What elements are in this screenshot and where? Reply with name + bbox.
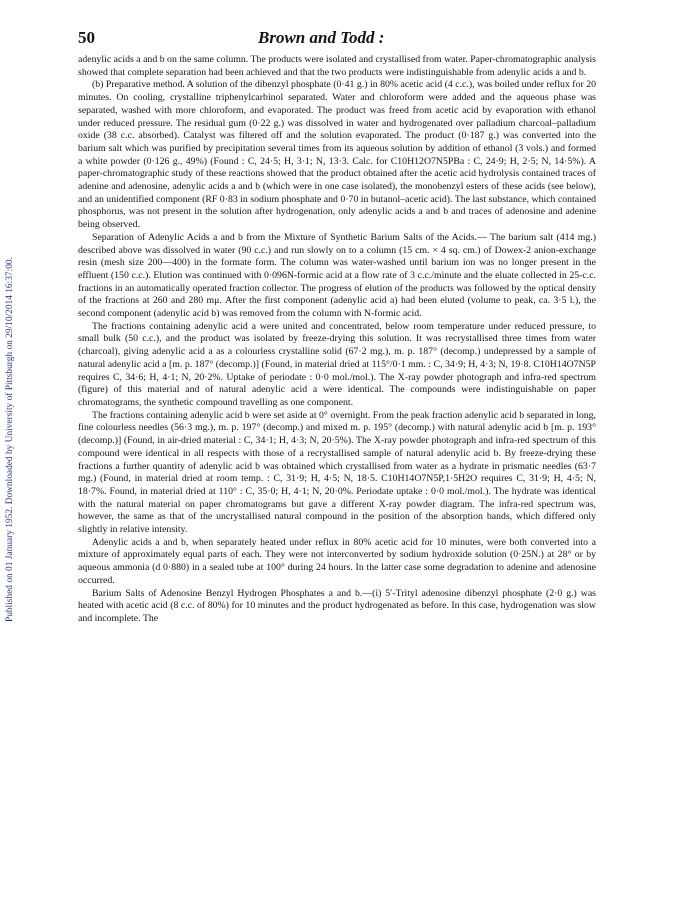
paragraph-3: Separation of Adenylic Acids a and b from the Mixture of Synthetic Barium Salts of the Acids.— The barium salt (414 mg.) described above was dissolved in water (90 c.c.) and run slowly on to a column (15 cm. × 4 sq. cm.) of Dowex-2 anion-exchange resin (mesh size 200—400) in the formate form. The column was water-washed until barium ion was no longer present in the effluent (150 c.c.). Elution was continued with 0·096N-formic acid at a flow rate of 3 c.c./minute and the eluate collected in 25-c.c. fractions in an automatically operated fraction collector. The progress of elution of the products was followed by the optical density of the fractions at 260 and 280 mμ. After the first component (adenylic acid a) had been eluted (volume to peak, ca. 3·5 l.), the second component (adenylic acid b) was removed from the column with N-formic acid.: [78, 231, 596, 320]
paragraph-1: adenylic acids a and b on the same column. The products were isolated and crystallised from water. Paper-chromatographic analysis showed that complete separation had been achieved and that the two products were indistinguishable from adenylic acids a and b.: [78, 54, 596, 78]
article-body: [78, 54, 596, 904]
paragraph-7: Barium Salts of Adenosine Benzyl Hydrogen Phosphates a and b.—(i) 5′-Trityl adenosine dibenzyl phosphate (2·0 g.) was heated with acetic acid (8 c.c. of 80%) for 10 minutes and the product hydrogenated as before. In this case, hydrogenation was slow and incomplete. The: [78, 587, 596, 624]
paragraph-6: Adenylic acids a and b, when separately heated under reflux in 80% acetic acid for 10 minutes, were both converted into a mixture of approximately equal parts of each. They were not interconverted by sodium hydroxide solution (0·25N.) at 28° or by aqueous ammonia (d 0·880) in a sealed tube at 100° during 24 hours. In the latter case some degradation to adenine and adenosine occurred.: [78, 536, 596, 586]
paragraph-4: The fractions containing adenylic acid a were united and concentrated, below room temperature under reduced pressure, to small bulk (50 c.c.), and the product was isolated by freeze-drying this solution. It was recrystallised three times from water (charcoal), giving adenylic acid a as a colourless crystalline solid (67·2 mg.), m. p. 187° (decomp.) undepressed by a sample of natural adenylic acid a [m. p. 187° (decomp.)] (Found, in material dried at 115°/0·1 mm. : C, 34·9; H, 4·3; N, 19·8. C10H14O7N5P requires C, 34·6; H, 4·1; N, 20·2%. Uptake of periodate : 0·0 mol./mol.). The X-ray powder photograph and infra-red spectrum (figure) of this material and of natural adenylic acid a were identical. The compounds were indistinguishable on paper chromatograms, the synthetic compound travelling as one component.: [78, 320, 596, 408]
paragraph-2: (b) Preparative method. A solution of the dibenzyl phosphate (0·41 g.) in 80% acetic acid (4 c.c.), was boiled under reflux for 20 minutes. On cooling, crystalline triphenylcarbinol separated. Water and chloroform were added and the aqueous phase was separated, washed with more chloroform, and evaporated. The product was freed from acetic acid by evaporation with ethanol under reduced pressure. The residual gum (0·22 g.) was dissolved in water and hydrogenated over palladium charcoal–palladium oxide (38 c.c. absorbed). Catalyst was filtered off and the solution evaporated. The product (0·187 g.) was converted into the barium salt which was purified by precipitation several times from its aqueous solution by addition of ethanol (3 vols.) and formed a white powder (0·126 g., 49%) (Found : C, 24·5; H, 3·1; N, 13·3. Calc. for C10H12O7N5PBa : C, 24·9; H, 2·5; N, 14·5%). A paper-chromatographic study of these reactions showed that the product obtained after the acetic acid hydrolysis contained traces of adenine and adenosine, adenylic acids a and b (which were in one case isolated), the monobenzyl esters of these acids (see below), and an unidentified component (RF 0·83 in sodium phosphate and 0·70 in butanol–acetic acid). The last substance, which contained phosphorus, was not present in the solution after hydrogenation, only adenylic acids a and b and traces of adenosine and adenine being observed.: [78, 79, 596, 231]
page-number: 50: [78, 28, 95, 47]
page-header: [78, 28, 588, 50]
paragraph-5: The fractions containing adenylic acid b were set aside at 0° overnight. From the peak fraction adenylic acid b separated in long, fine colourless needles (56·3 mg.), m. p. 197° (decomp.) and mixed m. p. 195° (decomp.) with natural adenylic acid b [m. p. 193° (decomp.)] (Found, in air-dried material : C, 34·1; H, 4·3; N, 20·5%). The X-ray powder photograph and infra-red spectrum of this compound were identical in all respects with those of a recrystallised sample of natural adenylic acid b. By freeze-drying these fractions a further quantity of adenylic acid b was obtained which crystallised from water as a hydrate in prismatic needles (63·7 mg.) (Found, in material dried at room temp. : C, 31·9; H, 4·5; N, 18·5. C10H14O7N5P,1·5H2O requires C, 31·9; H, 4·5; N, 18·7%. Found, in material dried at 110° : C, 35·0; H, 4·1; N, 20·0%. Periodate uptake : 0·0 mol./mol.). The hydrate was identical with the natural material on paper chromatograms but gave a different X-ray powder diagram. The infra-red spectrum was, however, the same as that of the uncrystallised natural compound in the position of the absorption bands, which differed only slightly in relative intensity.: [78, 409, 596, 536]
running-title: Brown and Todd :: [258, 28, 385, 47]
download-note: Published on 01 January 1952. Downloaded by University of Pittsburgh on 29/10/2014 16:37:00.: [5, 257, 15, 623]
